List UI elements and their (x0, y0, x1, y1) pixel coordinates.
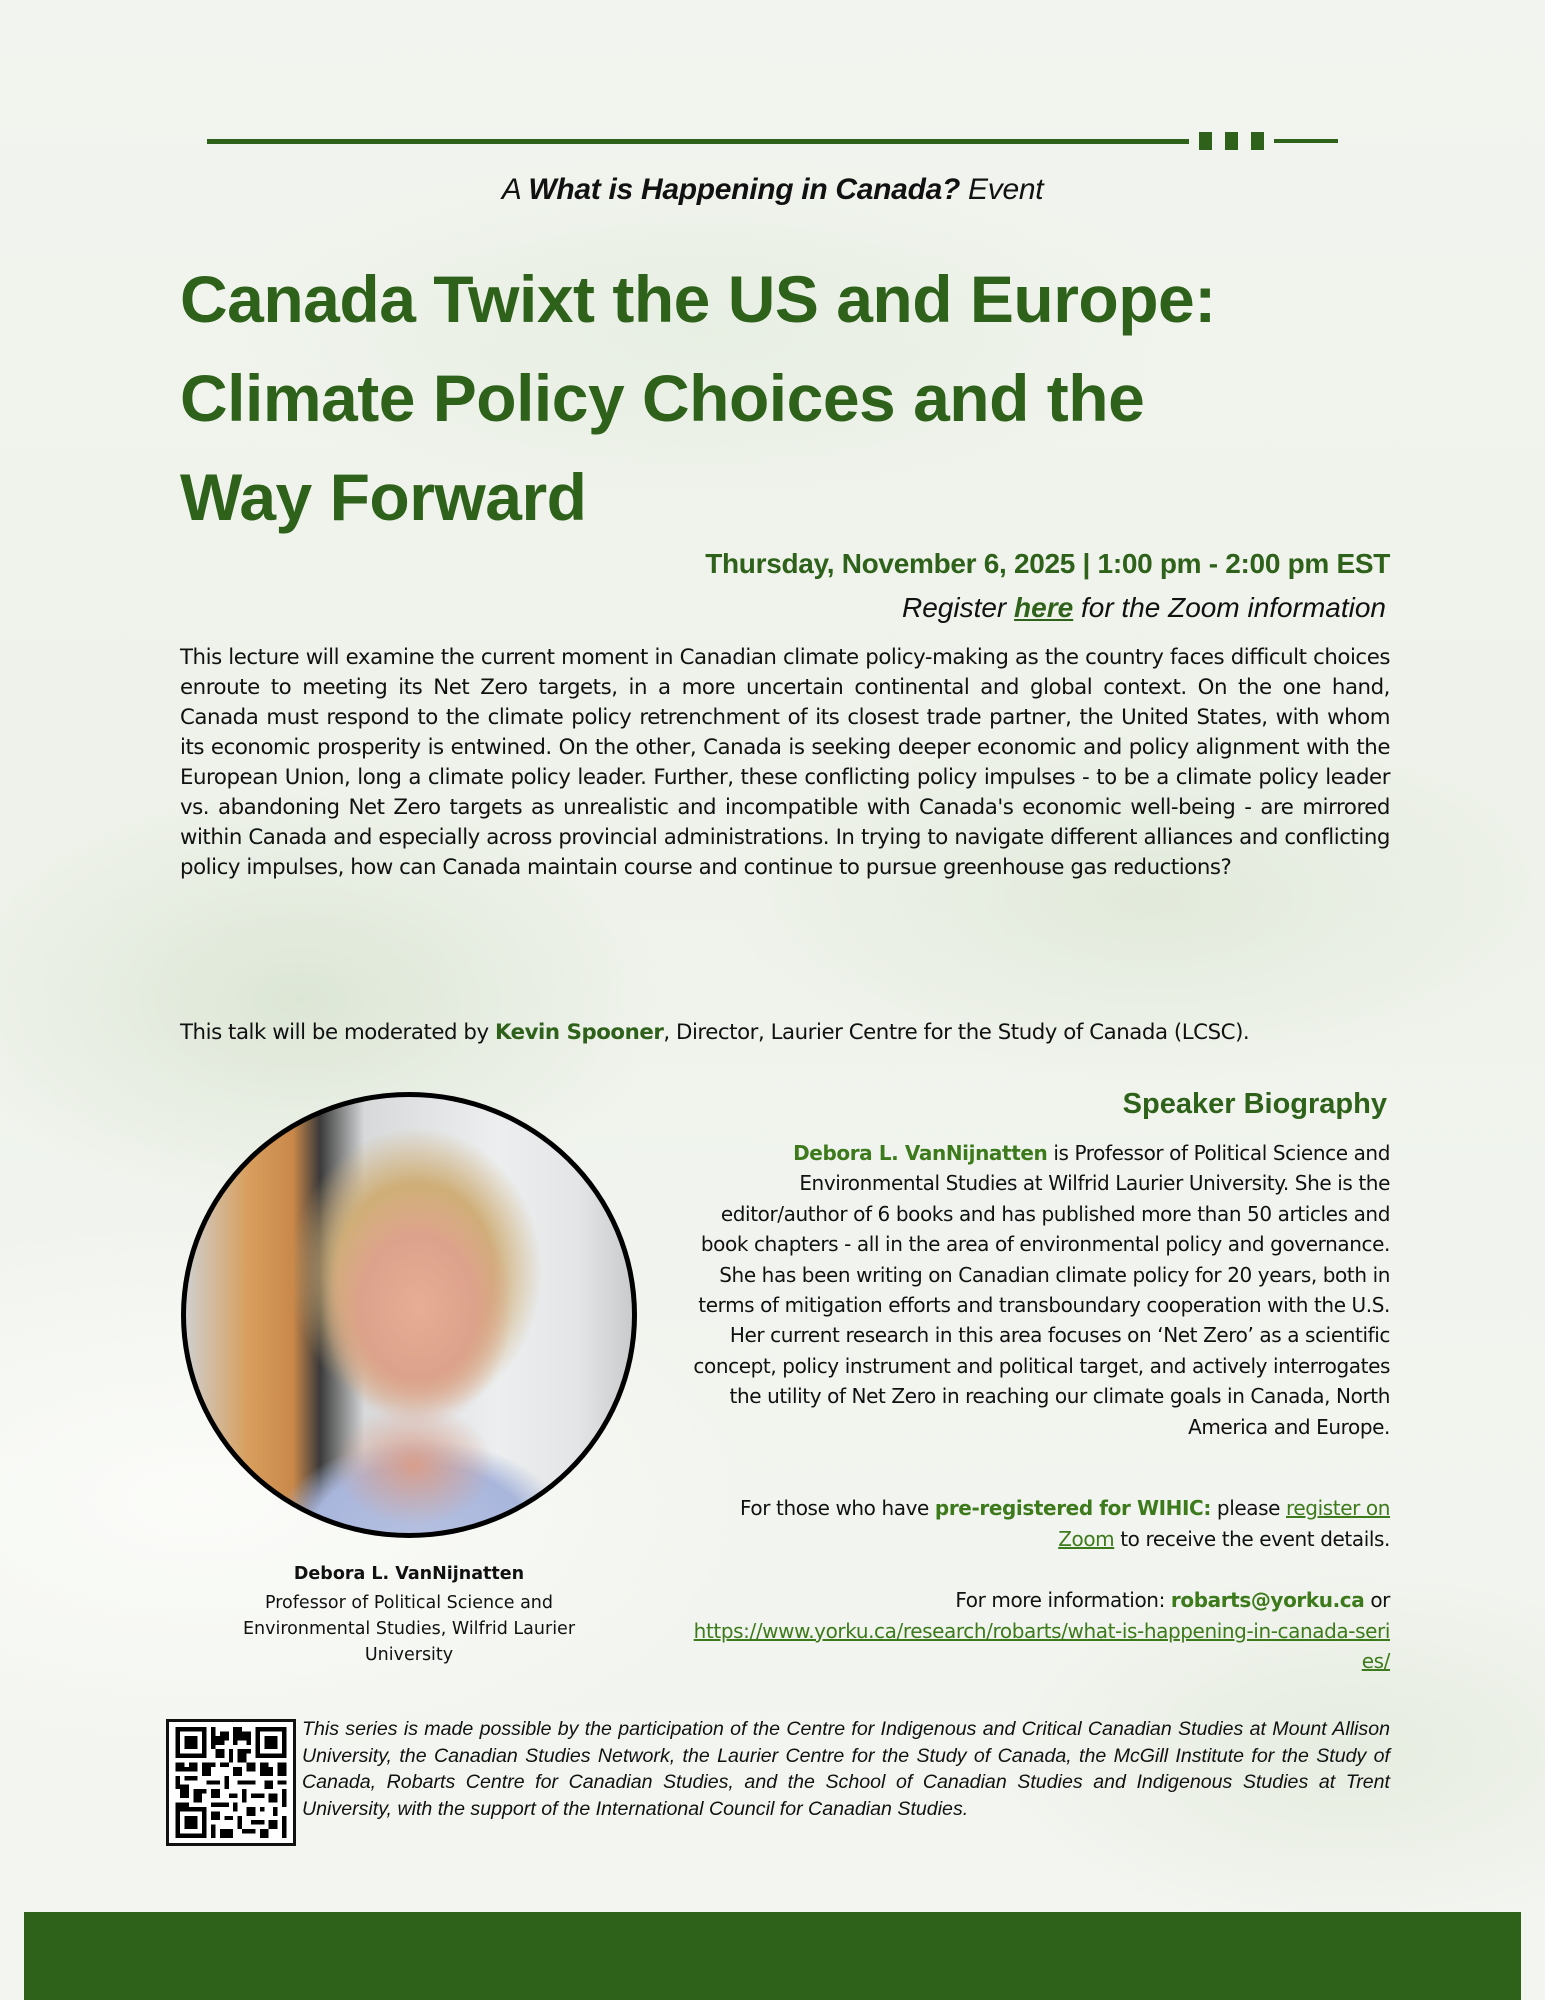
title-line: Climate Policy Choices and the (180, 361, 1145, 435)
series-url-link[interactable]: https://www.yorku.ca/research/robarts/what-is-happening-in-canada-series/ (693, 1618, 1390, 1673)
event-description: This lecture will examine the current moment in Canadian climate policy-making as the country faces difficult choices enroute to meeting its Net Zero targets, in a more uncertain continental and global context. On the one hand, Canada must respond to the climate policy retrenchment of its closest trade partner, the United States, with whom its economic prosperity is entwined. On the other, Canada is seeking deeper economic and policy alignment with the European Union, long a climate policy leader. Further, these conflicting policy impulses - to be a climate policy leader vs. abandoning Net Zero targets as unrealistic and incompatible with Canada's economic well-being - are mirrored within Canada and especially across provincial administrations. In trying to navigate different alliances and conflicting policy impulses, how can Canada maintain course and continue to pursue greenhouse gas reductions? (180, 645, 1390, 880)
header-rule-block (1251, 132, 1264, 150)
bio-text: is Professor of Political Science and Environmental Studies at Wilfrid Laurier University. She is the editor/author of 6 books and has published more than 50 articles and book chapters - all in the area of environmental policy and governance. She has been writing on Canadian climate policy for 20 years, both in terms of mitigation efforts and transboundary cooperation with the U.S. (698, 1141, 1390, 1318)
contact-info (690, 1585, 1390, 1677)
series-name: What is Happening in Canada? (528, 173, 960, 206)
header-rule-line-short (1274, 139, 1338, 143)
event-datetime: Thursday, November 6, 2025 | 1:00 pm - 2:00 pm EST (705, 548, 1390, 579)
moderator-suffix: , Director, Laurier Centre for the Study of Canada (LCSC). (663, 1020, 1250, 1045)
note-highlight: pre-registered for WIHIC: (934, 1496, 1211, 1520)
register-suffix: for the Zoom information (1080, 592, 1386, 623)
header-rule-line (207, 139, 1189, 144)
moderator-name: Kevin Spooner (494, 1020, 664, 1045)
contact-prefix: For more information: (955, 1588, 1165, 1612)
kicker-suffix: Event (968, 173, 1044, 206)
title-line: Way Forward (180, 460, 587, 534)
qr-code-icon (174, 1727, 288, 1838)
header-rule-block (1225, 132, 1238, 150)
caption-role-text: Professor of Political Science and Environmental Studies, Wilfrid Laurier University (242, 1593, 576, 1665)
contact-connector: or (1364, 1588, 1390, 1612)
register-here-link[interactable]: here (1014, 592, 1074, 623)
photo-caption-name: Debora L. VanNijnatten (293, 1564, 525, 1584)
speaker-name: Debora L. VanNijnatten (793, 1141, 1048, 1165)
bio-research: Her current research in this area focuses on ‘Net Zero’ as a scientific concept, policy instrument and political target, and actively interrogates the utility of Net Zero in reaching our climate goals in Canada, North America and Europe. (693, 1323, 1390, 1439)
register-line (902, 592, 1386, 624)
photo-caption-role (181, 1590, 637, 1668)
note-prefix: For those who have (740, 1496, 929, 1520)
speaker-bio (690, 1138, 1390, 1442)
event-title (180, 250, 1420, 547)
sponsors-statement: This series is made possible by the participation of the Centre for Indigenous and Critical Canadian Studies at Mount Allison University, the Canadian Studies Network, the Laurier Centre for the Study of Canada, the McGill Institute for the Study of Canada, Robarts Centre for Canadian Studies, and the School of Canadian Studies and Indigenous Studies at Trent University, with the support of the International Council for Canadian Studies. (302, 1718, 1390, 1820)
preregistered-note (690, 1493, 1390, 1554)
qr-code[interactable] (166, 1719, 296, 1846)
moderator-line (180, 1018, 1390, 1048)
contact-email[interactable]: robarts@yorku.ca (1170, 1588, 1365, 1612)
header-rule-block (1199, 132, 1212, 150)
note-middle: please (1210, 1496, 1286, 1520)
register-prefix: Register (901, 592, 1007, 623)
kicker-prefix: A (501, 173, 521, 206)
bio-paragraph (690, 1138, 1390, 1320)
moderator-prefix: This talk will be moderated by (180, 1020, 489, 1045)
note-suffix: to receive the event details. (1114, 1526, 1390, 1551)
register-on-zoom-link[interactable]: register on Zoom (1058, 1496, 1390, 1551)
title-line: Canada Twixt the US and Europe: (180, 262, 1216, 336)
series-kicker (0, 173, 1545, 207)
speaker-biography-heading: Speaker Biography (1122, 1088, 1387, 1120)
footer-bar (24, 1912, 1521, 2000)
speaker-photo (181, 1092, 637, 1538)
